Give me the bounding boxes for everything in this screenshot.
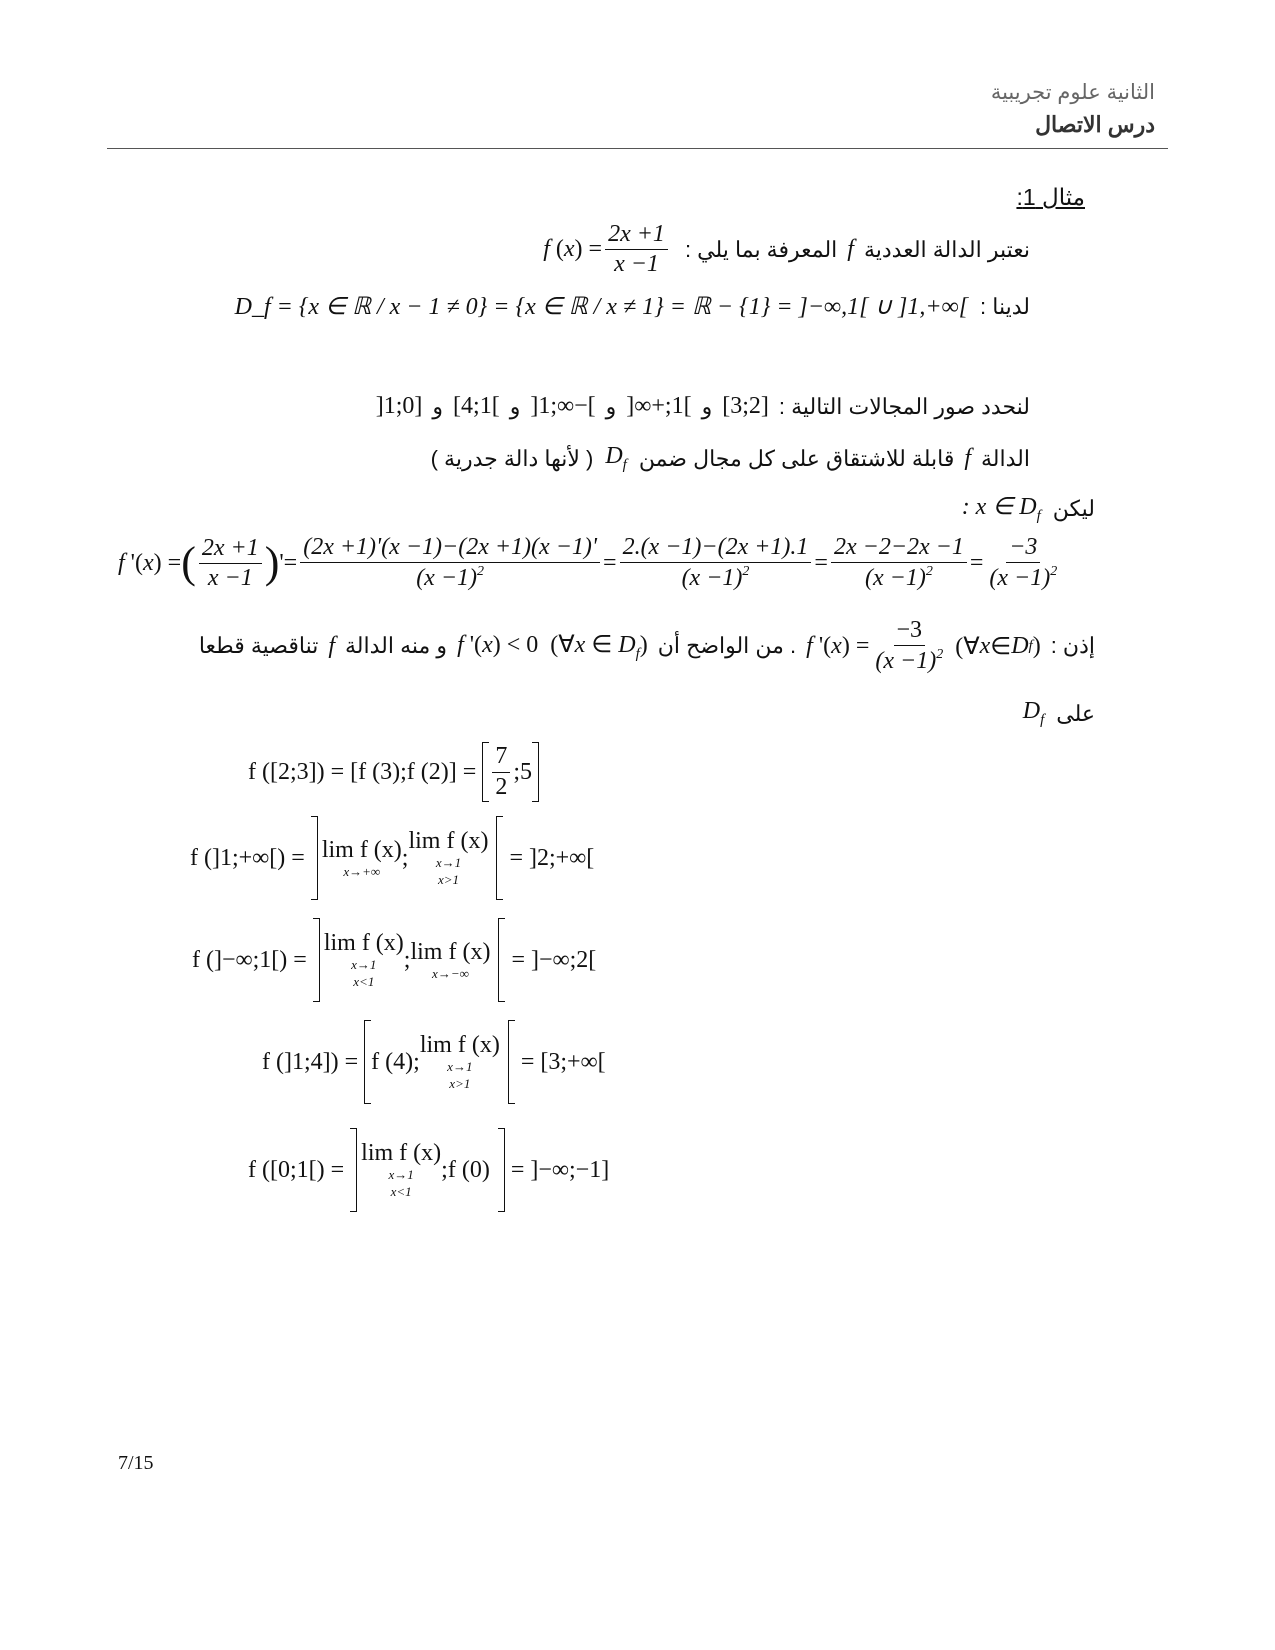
image2-lim1: lim f (x) bbox=[321, 836, 402, 863]
image4-rhs: = [3;+∞[ bbox=[520, 1048, 606, 1075]
intervals-line bbox=[376, 393, 1030, 420]
derivative-chain: f '( x ) = ( $\frac{2x +1}{x -1}$ ) '= $\frac{(2x +1)'(x -1)-(2x +1)(x -1)'}{(x -1)^2}$ = $\frac{2.(x -1)-(2x +1).1}{(x -1)^2}$ = $\frac{2x -2-2x -1}{(x -1)^2}$ = $\frac{-3}{(x -1)^2}$ bbox=[118, 534, 1058, 592]
image5-v2: f (0) bbox=[447, 1156, 490, 1183]
image5-lim1: lim f (x) bbox=[361, 1140, 442, 1167]
and-word: و bbox=[605, 393, 617, 419]
image3-cond2: x→−∞ bbox=[432, 965, 469, 981]
deriv-step1-num: 2x +1 bbox=[199, 536, 262, 564]
image3-cond1b: x<1 bbox=[353, 974, 375, 989]
deriv-step3-num: 2.(x −1)−(2x +1).1 bbox=[620, 535, 812, 563]
df-symbol: $D_f$ bbox=[605, 443, 627, 473]
deriv-text-b: قابلة للاشتقاق على كل مجال ضمن bbox=[638, 445, 955, 471]
deriv-text-c: ( لأنها دالة جدرية ) bbox=[430, 445, 594, 471]
header-subject: الثانية علوم تجريبية bbox=[990, 81, 1155, 104]
conclusion-line-2 bbox=[1023, 698, 1095, 729]
image3-cond1a: x→1 bbox=[351, 957, 377, 973]
domain-expression: D_f = {x ∈ ℝ / x − 1 ≠ 0} = {x ∈ ℝ / x ≠ 1} = ℝ − {1} = ]−∞,1[ ∪ ]1,+∞[ bbox=[234, 294, 969, 320]
interval-2: ]−∞;1[ bbox=[530, 393, 596, 419]
fx-numerator: 2x +1 bbox=[605, 222, 668, 250]
conclusion-d: تناقصية قطعا bbox=[198, 633, 319, 659]
intervals-text: لنحدد صور المجالات التالية : bbox=[778, 393, 1030, 419]
derivative-result: f '( x ) = $\frac{-3}{(x -1)^2}$ (∀ x ∈ D f ) bbox=[806, 617, 1041, 675]
and-word: و bbox=[432, 393, 444, 419]
image1-mid: [f (3);f (2)] bbox=[350, 758, 457, 785]
interval-4: [0;1[ bbox=[375, 393, 423, 419]
interval-0: [2;3] bbox=[722, 393, 769, 419]
image4-lim2: lim f (x) bbox=[419, 1032, 500, 1059]
deriv-den: (x −1) bbox=[989, 565, 1051, 592]
fx-formula: f ( x ) = $\frac{2x +1}{x -1}$ bbox=[543, 222, 671, 277]
image-equation-4: f (]1;4]) = f (4) ; lim f (x) x→1 x>1 = [3;+∞[ bbox=[262, 1020, 606, 1104]
image5-cond1b: x<1 bbox=[390, 1184, 412, 1199]
conclusion-line bbox=[199, 618, 1095, 674]
deriv-den: (x −1) bbox=[864, 565, 926, 592]
domain-label: لدينا : bbox=[980, 293, 1030, 319]
image4-lhs: f (]1;4]) = bbox=[262, 1048, 359, 1075]
negative-derivative: f '(x) < 0 (∀x ∈ $D_f$) bbox=[457, 631, 648, 662]
image3-lhs: f (]−∞;1[) = bbox=[192, 946, 307, 973]
intro-text: نعتبر الدالة العددية bbox=[863, 236, 1030, 262]
image-equation-5: f ([0;1[) = lim f (x) x→1 x<1 ; f (0) = ]−∞;−1] bbox=[248, 1128, 609, 1212]
conclusion-b: . من الواضح أن bbox=[657, 633, 797, 659]
deriv-den: (x −1) bbox=[681, 565, 743, 592]
image5-cond1a: x→1 bbox=[388, 1167, 414, 1183]
image2-cond2b: x>1 bbox=[437, 872, 459, 887]
df-symbol: $D_f$ bbox=[1022, 698, 1045, 728]
image4-cond2b: x>1 bbox=[449, 1076, 471, 1091]
let-line bbox=[962, 492, 1095, 525]
conclusion-c: و منه الدالة bbox=[345, 633, 448, 659]
and-word: و bbox=[701, 393, 713, 419]
page-number: 7/15 bbox=[118, 1452, 154, 1474]
image2-cond1: x→+∞ bbox=[343, 863, 381, 879]
image1-lhs: f ([2;3]) = bbox=[248, 758, 345, 785]
intro-text-2: المعرفة بما يلي : bbox=[684, 236, 838, 262]
deriv-step2-num: (2x +1)'(x −1)−(2x +1)(x −1)' bbox=[300, 535, 600, 563]
header-divider bbox=[107, 148, 1168, 149]
image5-lhs: f ([0;1[) = bbox=[248, 1156, 345, 1183]
deriv-step1-den: x −1 bbox=[207, 564, 253, 591]
image4-cond2a: x→1 bbox=[447, 1059, 473, 1075]
x-in-df: : x ∈ $D_f$ bbox=[961, 494, 1041, 524]
f-symbol: f bbox=[964, 445, 972, 471]
image3-lim2: lim f (x) bbox=[410, 938, 491, 965]
conclusion-e: على bbox=[1056, 700, 1095, 726]
image2-rhs: = ]2;+∞[ bbox=[509, 844, 595, 871]
interval-1: ]1;+∞[ bbox=[626, 393, 692, 419]
image-equation-3: f (]−∞;1[) = lim f (x) x→1 x<1 ; lim f (x) x→−∞ = ]−∞;2[ bbox=[192, 918, 596, 1002]
interval-3: ]1;4] bbox=[453, 393, 500, 419]
and-word: و bbox=[509, 393, 521, 419]
deriv-den: (x −1) bbox=[416, 565, 478, 592]
f-symbol: f bbox=[328, 632, 336, 659]
fx-denominator: x −1 bbox=[614, 251, 659, 278]
function-definition bbox=[543, 222, 1030, 277]
image4-v1: f (4) bbox=[371, 1048, 414, 1075]
image2-lim2: lim f (x) bbox=[408, 828, 489, 855]
image2-lhs: f (]1;+∞[) = bbox=[190, 844, 305, 871]
domain-line bbox=[235, 292, 1030, 321]
let-text: ليكن bbox=[1052, 495, 1095, 521]
image3-rhs: = ]−∞;2[ bbox=[511, 946, 597, 973]
deriv-text-a: الدالة bbox=[981, 445, 1030, 471]
image5-rhs: = ]−∞;−1] bbox=[510, 1156, 610, 1183]
header-lesson: درس الاتصال bbox=[1035, 112, 1155, 137]
image-equation-2: f (]1;+∞[) = lim f (x) x→+∞ ; lim f (x) x→1 x>1 = ]2;+∞[ bbox=[190, 816, 594, 900]
conclusion-a: إذن : bbox=[1050, 633, 1095, 659]
differentiability-line bbox=[431, 443, 1030, 474]
deriv-step5-num: −3 bbox=[1006, 535, 1040, 563]
image-equation-1: f ([2;3]) = [f (3);f (2)] = $\frac{7}{2}$ ;5 bbox=[248, 742, 539, 802]
f-symbol: f bbox=[847, 236, 854, 263]
image3-lim1: lim f (x) bbox=[323, 930, 404, 957]
example-title: مثال 1: bbox=[1016, 184, 1085, 210]
image2-cond2a: x→1 bbox=[435, 855, 462, 871]
deriv-step4-num: 2x −2−2x −1 bbox=[831, 535, 967, 563]
